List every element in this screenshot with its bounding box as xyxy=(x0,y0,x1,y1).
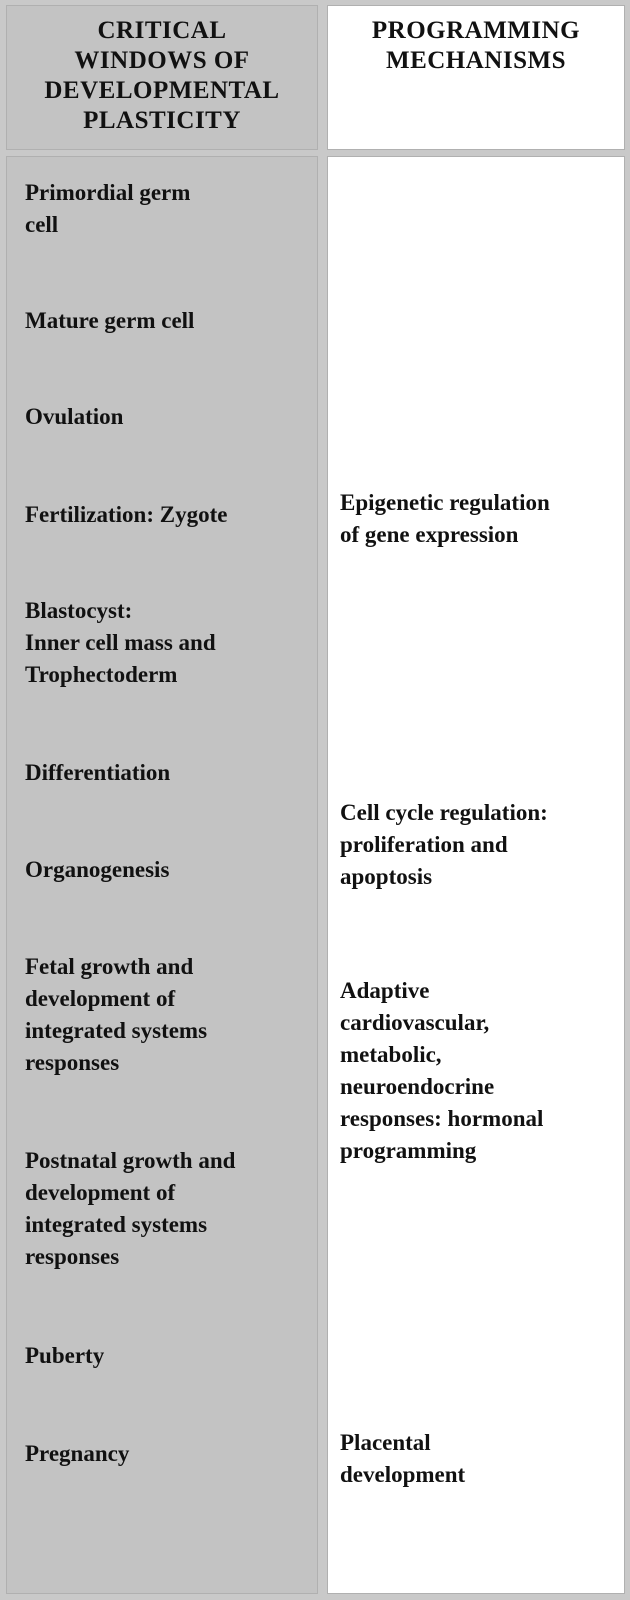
window-item-fetal-growth xyxy=(25,951,315,1079)
window-line: integrated systems xyxy=(25,1018,208,1043)
window-line: Organogenesis xyxy=(25,857,170,882)
window-item-differentiation xyxy=(25,757,315,789)
window-item-organogenesis xyxy=(25,854,315,886)
window-item-puberty xyxy=(25,1340,315,1372)
header-left-line: DEVELOPMENTAL xyxy=(44,77,280,104)
window-item-ovulation xyxy=(25,401,315,433)
window-line: Postnatal growth and xyxy=(25,1148,236,1173)
mechanism-line: proliferation and xyxy=(340,832,508,857)
header-programming-mechanisms xyxy=(327,5,625,150)
window-line: Puberty xyxy=(25,1343,105,1368)
window-line: Primordial germ xyxy=(25,180,191,205)
window-line: cell xyxy=(25,212,59,237)
window-line: Mature germ cell xyxy=(25,308,195,333)
header-left-line: PLASTICITY xyxy=(83,107,241,134)
mechanism-adaptive-responses xyxy=(340,975,622,1167)
window-line: Fetal growth and xyxy=(25,954,194,979)
mechanism-line: Placental xyxy=(340,1430,431,1455)
window-item-blastocyst xyxy=(25,595,315,691)
header-left-line: CRITICAL xyxy=(97,17,227,44)
mechanism-line: Epigenetic regulation xyxy=(340,490,550,515)
window-line: development of xyxy=(25,1180,176,1205)
mechanism-line: Adaptive xyxy=(340,978,430,1003)
mechanism-line: responses: hormonal xyxy=(340,1106,544,1131)
header-right-line: PROGRAMMING xyxy=(371,17,581,44)
programming-mechanisms-column xyxy=(327,156,625,1594)
window-line: development of xyxy=(25,986,176,1011)
window-line: Fertilization: Zygote xyxy=(25,502,228,527)
mechanism-line: cardiovascular, xyxy=(340,1010,490,1035)
window-item-primordial-germ-cell xyxy=(25,177,315,241)
window-line: Inner cell mass and xyxy=(25,630,216,655)
mechanism-placental-development xyxy=(340,1427,622,1491)
window-line: responses xyxy=(25,1244,120,1269)
window-line: Trophectoderm xyxy=(25,662,178,687)
critical-windows-column xyxy=(6,156,318,1594)
window-line: Differentiation xyxy=(25,760,171,785)
mechanism-epigenetic-regulation xyxy=(340,487,622,551)
window-item-pregnancy xyxy=(25,1438,315,1470)
mechanism-line: of gene expression xyxy=(340,522,519,547)
window-item-fertilization xyxy=(25,499,315,531)
header-critical-windows-text xyxy=(7,16,317,136)
header-critical-windows xyxy=(6,5,318,150)
header-left-line: WINDOWS OF xyxy=(74,47,250,74)
window-line: Pregnancy xyxy=(25,1441,130,1466)
window-line: Ovulation xyxy=(25,404,124,429)
mechanism-line: Cell cycle regulation: xyxy=(340,800,548,825)
mechanism-line: neuroendocrine xyxy=(340,1074,495,1099)
window-item-postnatal-growth xyxy=(25,1145,315,1273)
mechanism-line: development xyxy=(340,1462,466,1487)
header-right-line: MECHANISMS xyxy=(385,47,566,74)
window-line: responses xyxy=(25,1050,120,1075)
mechanism-line: apoptosis xyxy=(340,864,433,889)
mechanism-line: programming xyxy=(340,1138,477,1163)
window-item-mature-germ-cell xyxy=(25,305,315,337)
window-line: Blastocyst: xyxy=(25,598,133,623)
mechanism-line: metabolic, xyxy=(340,1042,442,1067)
mechanism-cell-cycle-regulation xyxy=(340,797,622,893)
window-line: integrated systems xyxy=(25,1212,208,1237)
header-programming-mechanisms-text xyxy=(328,16,624,76)
